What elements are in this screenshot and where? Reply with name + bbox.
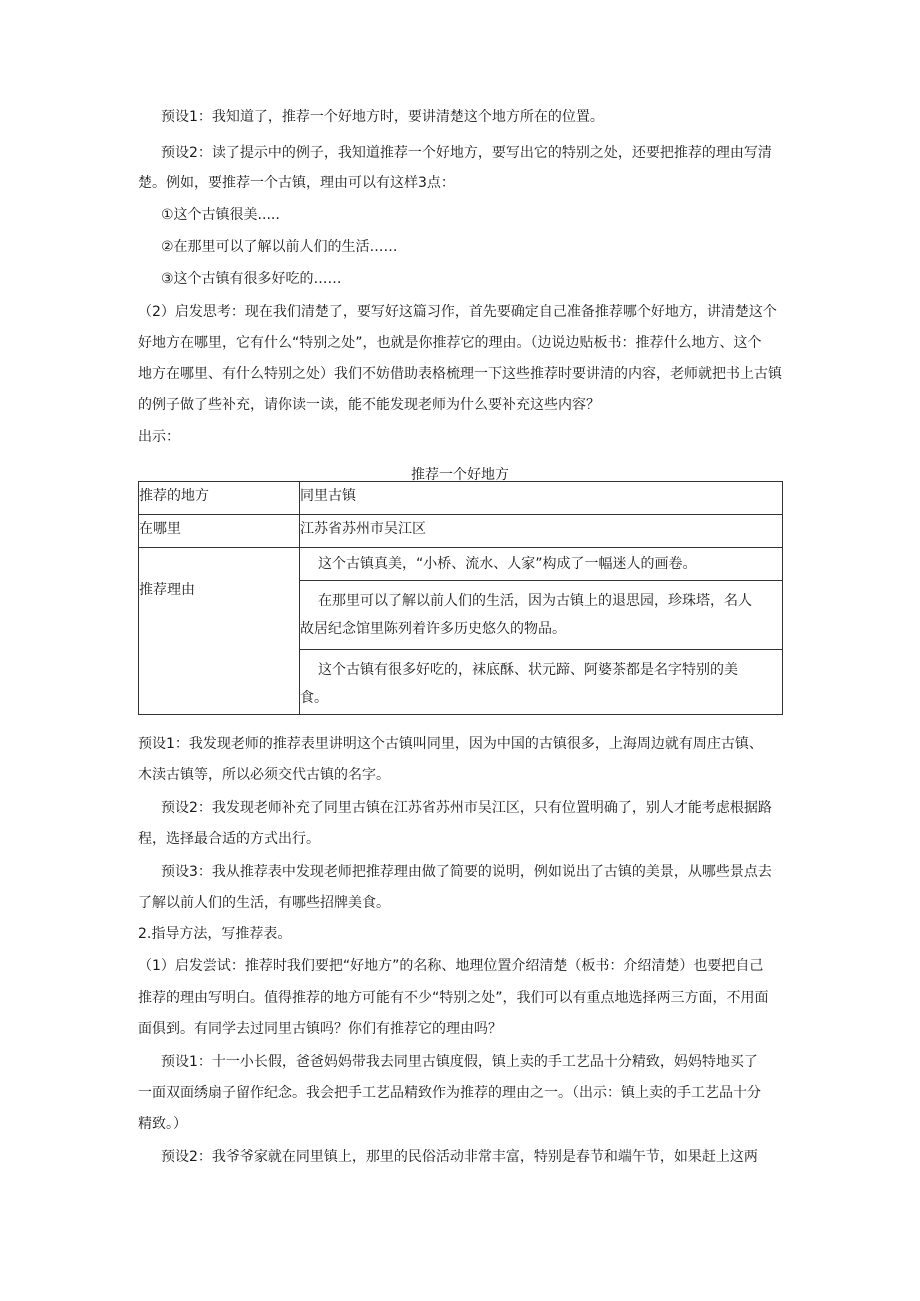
paragraph-example-1: 预设1：十一小长假，爸爸妈妈带我去同里古镇度假，镇上卖的手工艺品十分精致，妈妈特地买了 (161, 1054, 758, 1070)
reason-3-line-2: 食。 (300, 690, 328, 706)
recommendation-table (138, 481, 783, 715)
reason-cell (300, 548, 783, 715)
reason-1 (300, 548, 782, 581)
section-heading-2: 2.指导方法，写推荐表。 (138, 926, 292, 942)
table-row-reasons (139, 548, 783, 715)
where-value: 江苏省苏州市吴江区 (300, 515, 783, 548)
list-item-2: ②在那里可以了解以前人们的生活…… (161, 239, 398, 255)
table-caption: 推荐一个好地方 (411, 467, 509, 483)
table-row-where (139, 515, 783, 548)
reason-3-line-1: 这个古镇有很多好吃的，袜底酥、状元蹄、阿婆茶都是名字特别的美 (318, 662, 738, 678)
reason-2 (300, 581, 782, 650)
reason-3 (300, 650, 782, 714)
list-item-3: ③这个古镇有很多好吃的…… (161, 271, 342, 287)
paragraph-found-2-cont: 程，选择最合适的方式出行。 (138, 831, 320, 847)
paragraph-inspire-cont-2: 地方在哪里、有什么特别之处）我们不妨借助表格梳理一下这些推荐时要讲清的内容，老师就把书上古镇 (138, 366, 782, 382)
paragraph-attempt-cont-2: 面俱到。有同学去过同里古镇吗？你们有推荐它的理由吗？ (138, 1021, 502, 1037)
paragraph-example-2: 预设2：我爷爷家就在同里镇上，那里的民俗活动非常丰富，特别是春节和端午节，如果赶上这两 (161, 1149, 758, 1165)
paragraph-preset-2-cont: 楚。例如，要推荐一个古镇，理由可以有这样3点： (138, 175, 455, 191)
paragraph-found-2: 预设2：我发现老师补充了同里古镇在江苏省苏州市吴江区，只有位置明确了，别人才能考虑根据路 (161, 800, 772, 816)
where-label: 在哪里 (139, 515, 300, 548)
paragraph-preset-1: 预设1：我知道了，推荐一个好地方时，要讲清楚这个地方所在的位置。 (161, 109, 604, 125)
reason-1-text: 这个古镇真美，“小桥、流水、人家”构成了一幅迷人的画卷。 (318, 556, 697, 572)
table-row-place (139, 482, 783, 515)
reason-2-line-2: 故居纪念馆里陈列着许多历史悠久的物品。 (300, 621, 566, 637)
paragraph-found-3: 预设3：我从推荐表中发现老师把推荐理由做了简要的说明，例如说出了古镇的美景，从哪些景点去 (161, 864, 772, 880)
paragraph-attempt-cont-1: 推荐的理由写明白。值得推荐的地方可能有不少“特别之处”，我们可以有重点地选择两三方面，不用面 (138, 990, 769, 1006)
paragraph-example-1-cont-1: 一面双面绣扇子留作纪念。我会把手工艺品精致作为推荐的理由之一。（出示：镇上卖的手工艺品十分 (138, 1085, 761, 1101)
paragraph-preset-2: 预设2：读了提示中的例子，我知道推荐一个好地方，要写出它的特别之处，还要把推荐的理由写清 (161, 145, 772, 161)
paragraph-found-1-cont: 木渎古镇等，所以必须交代古镇的名字。 (138, 767, 390, 783)
reason-label: 推荐理由 (139, 548, 300, 715)
paragraph-inspire: （2）启发思考：现在我们清楚了，要写好这篇习作，首先要确定自己准备推荐哪个好地方，讲清楚这个 (138, 304, 777, 320)
paragraph-found-1: 预设1：我发现老师的推荐表里讲明这个古镇叫同里，因为中国的古镇很多，上海周边就有周庄古镇、 (138, 736, 763, 752)
show-label: 出示： (138, 429, 180, 445)
reason-2-line-1: 在那里可以了解以前人们的生活，因为古镇上的退思园，珍珠塔，名人 (318, 593, 752, 609)
paragraph-found-3-cont: 了解以前人们的生活，有哪些招牌美食。 (138, 895, 390, 911)
place-label: 推荐的地方 (139, 482, 300, 515)
list-item-1: ①这个古镇很美..... (161, 207, 280, 223)
paragraph-example-1-cont-2: 精致。） (138, 1116, 187, 1132)
paragraph-attempt: （1）启发尝试：推荐时我们要把“好地方”的名称、地理位置介绍清楚（板书：介绍清楚）也要把自己 (138, 958, 764, 974)
place-value: 同里古镇 (300, 482, 783, 515)
paragraph-inspire-cont-3: 的例子做了些补充，请你读一读，能不能发现老师为什么要补充这些内容？ (138, 397, 600, 413)
paragraph-inspire-cont-1: 好地方在哪里，它有什么“特别之处”，也就是你推荐它的理由。（边说边贴板书：推荐什么地方、这个 (138, 335, 762, 351)
